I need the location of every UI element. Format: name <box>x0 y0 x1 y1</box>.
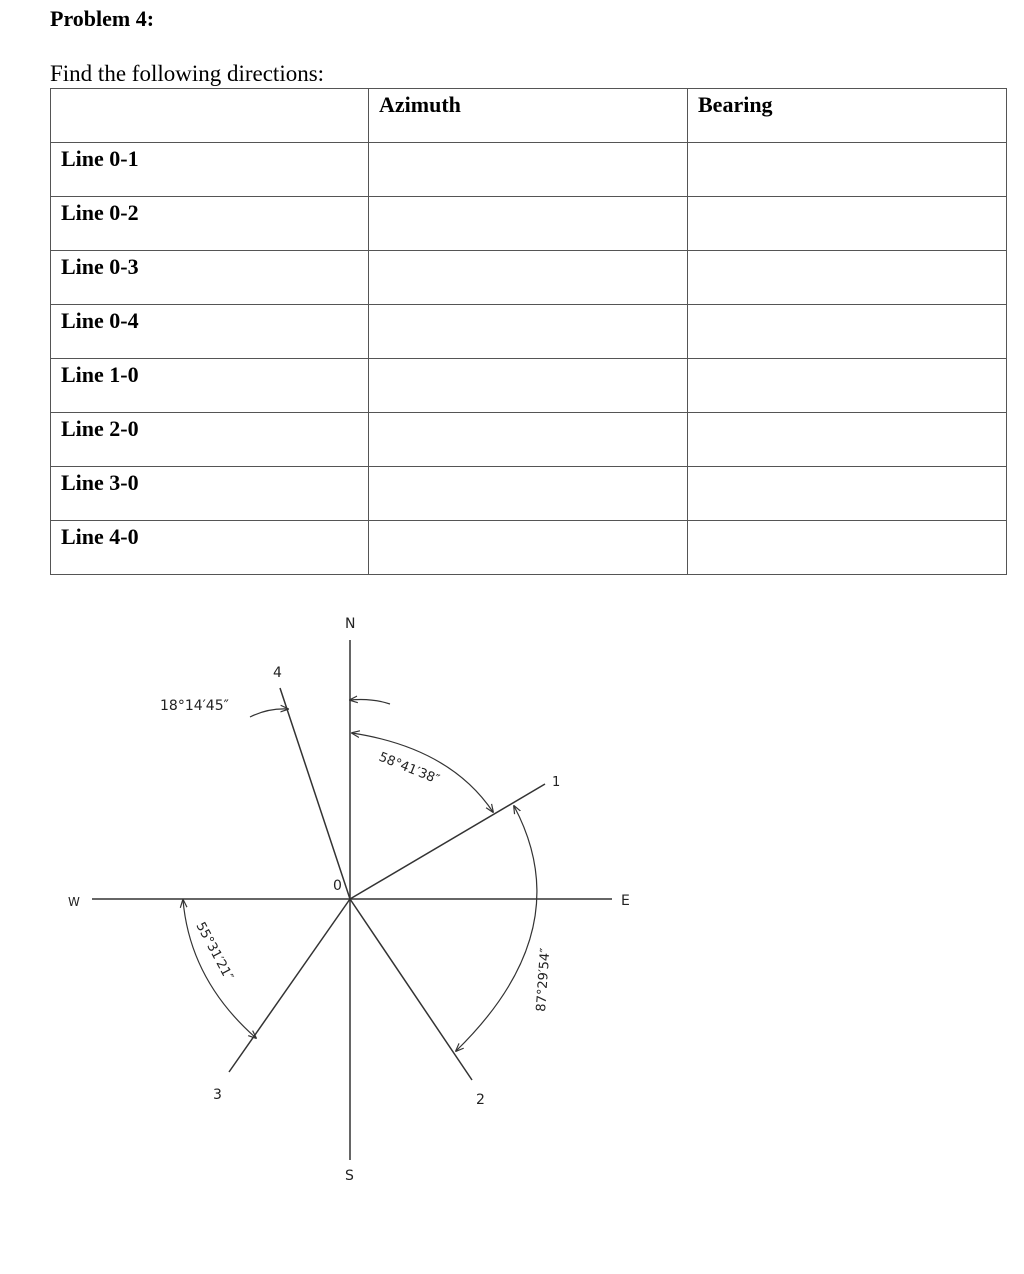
bearing-cell[interactable] <box>688 467 1007 521</box>
azimuth-cell[interactable] <box>369 197 688 251</box>
line-label: Line 0-1 <box>51 143 369 197</box>
point-2-label: 2 <box>476 1092 485 1108</box>
line-0-4 <box>280 688 350 899</box>
bearing-cell[interactable] <box>688 359 1007 413</box>
line-label: Line 4-0 <box>51 521 369 575</box>
azimuth-cell[interactable] <box>369 521 688 575</box>
table-row <box>51 251 1007 305</box>
direction-diagram <box>0 600 1024 1200</box>
bearing-cell[interactable] <box>688 251 1007 305</box>
table-row <box>51 467 1007 521</box>
bearing-cell[interactable] <box>688 143 1007 197</box>
table-row <box>51 305 1007 359</box>
line-label: Line 0-4 <box>51 305 369 359</box>
directions-table <box>50 88 1007 575</box>
line-label: Line 3-0 <box>51 467 369 521</box>
bearing-cell[interactable] <box>688 413 1007 467</box>
bearing-cell[interactable] <box>688 521 1007 575</box>
angle-label-line2: 87°29′54″ <box>534 947 554 1013</box>
azimuth-cell[interactable] <box>369 413 688 467</box>
west-label: W <box>68 895 80 909</box>
angle-arc-line2 <box>456 806 537 1051</box>
line-0-2 <box>350 899 472 1080</box>
bearing-cell[interactable] <box>688 197 1007 251</box>
table-row <box>51 197 1007 251</box>
instruction-text: Find the following directions: <box>50 61 325 86</box>
south-label: S <box>345 1168 354 1184</box>
point-1-label: 1 <box>552 775 561 790</box>
angle-label-line1: 58°41′38″ <box>376 749 442 788</box>
east-label: E <box>621 893 630 909</box>
table-row <box>51 413 1007 467</box>
angle-arc-line4 <box>250 709 288 717</box>
angle-label-line4: 18°14′45″ <box>160 698 229 714</box>
angle-arc-line4-north <box>350 700 390 705</box>
header-line <box>51 89 369 143</box>
header-azimuth: Azimuth <box>369 89 688 143</box>
azimuth-cell[interactable] <box>369 305 688 359</box>
point-3-label: 3 <box>213 1087 222 1103</box>
azimuth-cell[interactable] <box>369 251 688 305</box>
header-bearing: Bearing <box>688 89 1007 143</box>
point-4-label: 4 <box>273 665 282 681</box>
line-0-1 <box>350 784 545 899</box>
bearing-cell[interactable] <box>688 305 1007 359</box>
table-row <box>51 359 1007 413</box>
origin-label: 0 <box>333 878 342 894</box>
table-row <box>51 521 1007 575</box>
line-label: Line 0-3 <box>51 251 369 305</box>
problem-title: Problem 4: <box>50 6 155 31</box>
table-row <box>51 143 1007 197</box>
line-label: Line 2-0 <box>51 413 369 467</box>
angle-label-line3: 55°31′21″ <box>192 919 236 984</box>
line-label: Line 0-2 <box>51 197 369 251</box>
line-0-3 <box>229 899 350 1072</box>
line-label: Line 1-0 <box>51 359 369 413</box>
azimuth-cell[interactable] <box>369 143 688 197</box>
azimuth-cell[interactable] <box>369 467 688 521</box>
table-header-row <box>51 89 1007 143</box>
azimuth-cell[interactable] <box>369 359 688 413</box>
north-label: N <box>345 616 356 632</box>
